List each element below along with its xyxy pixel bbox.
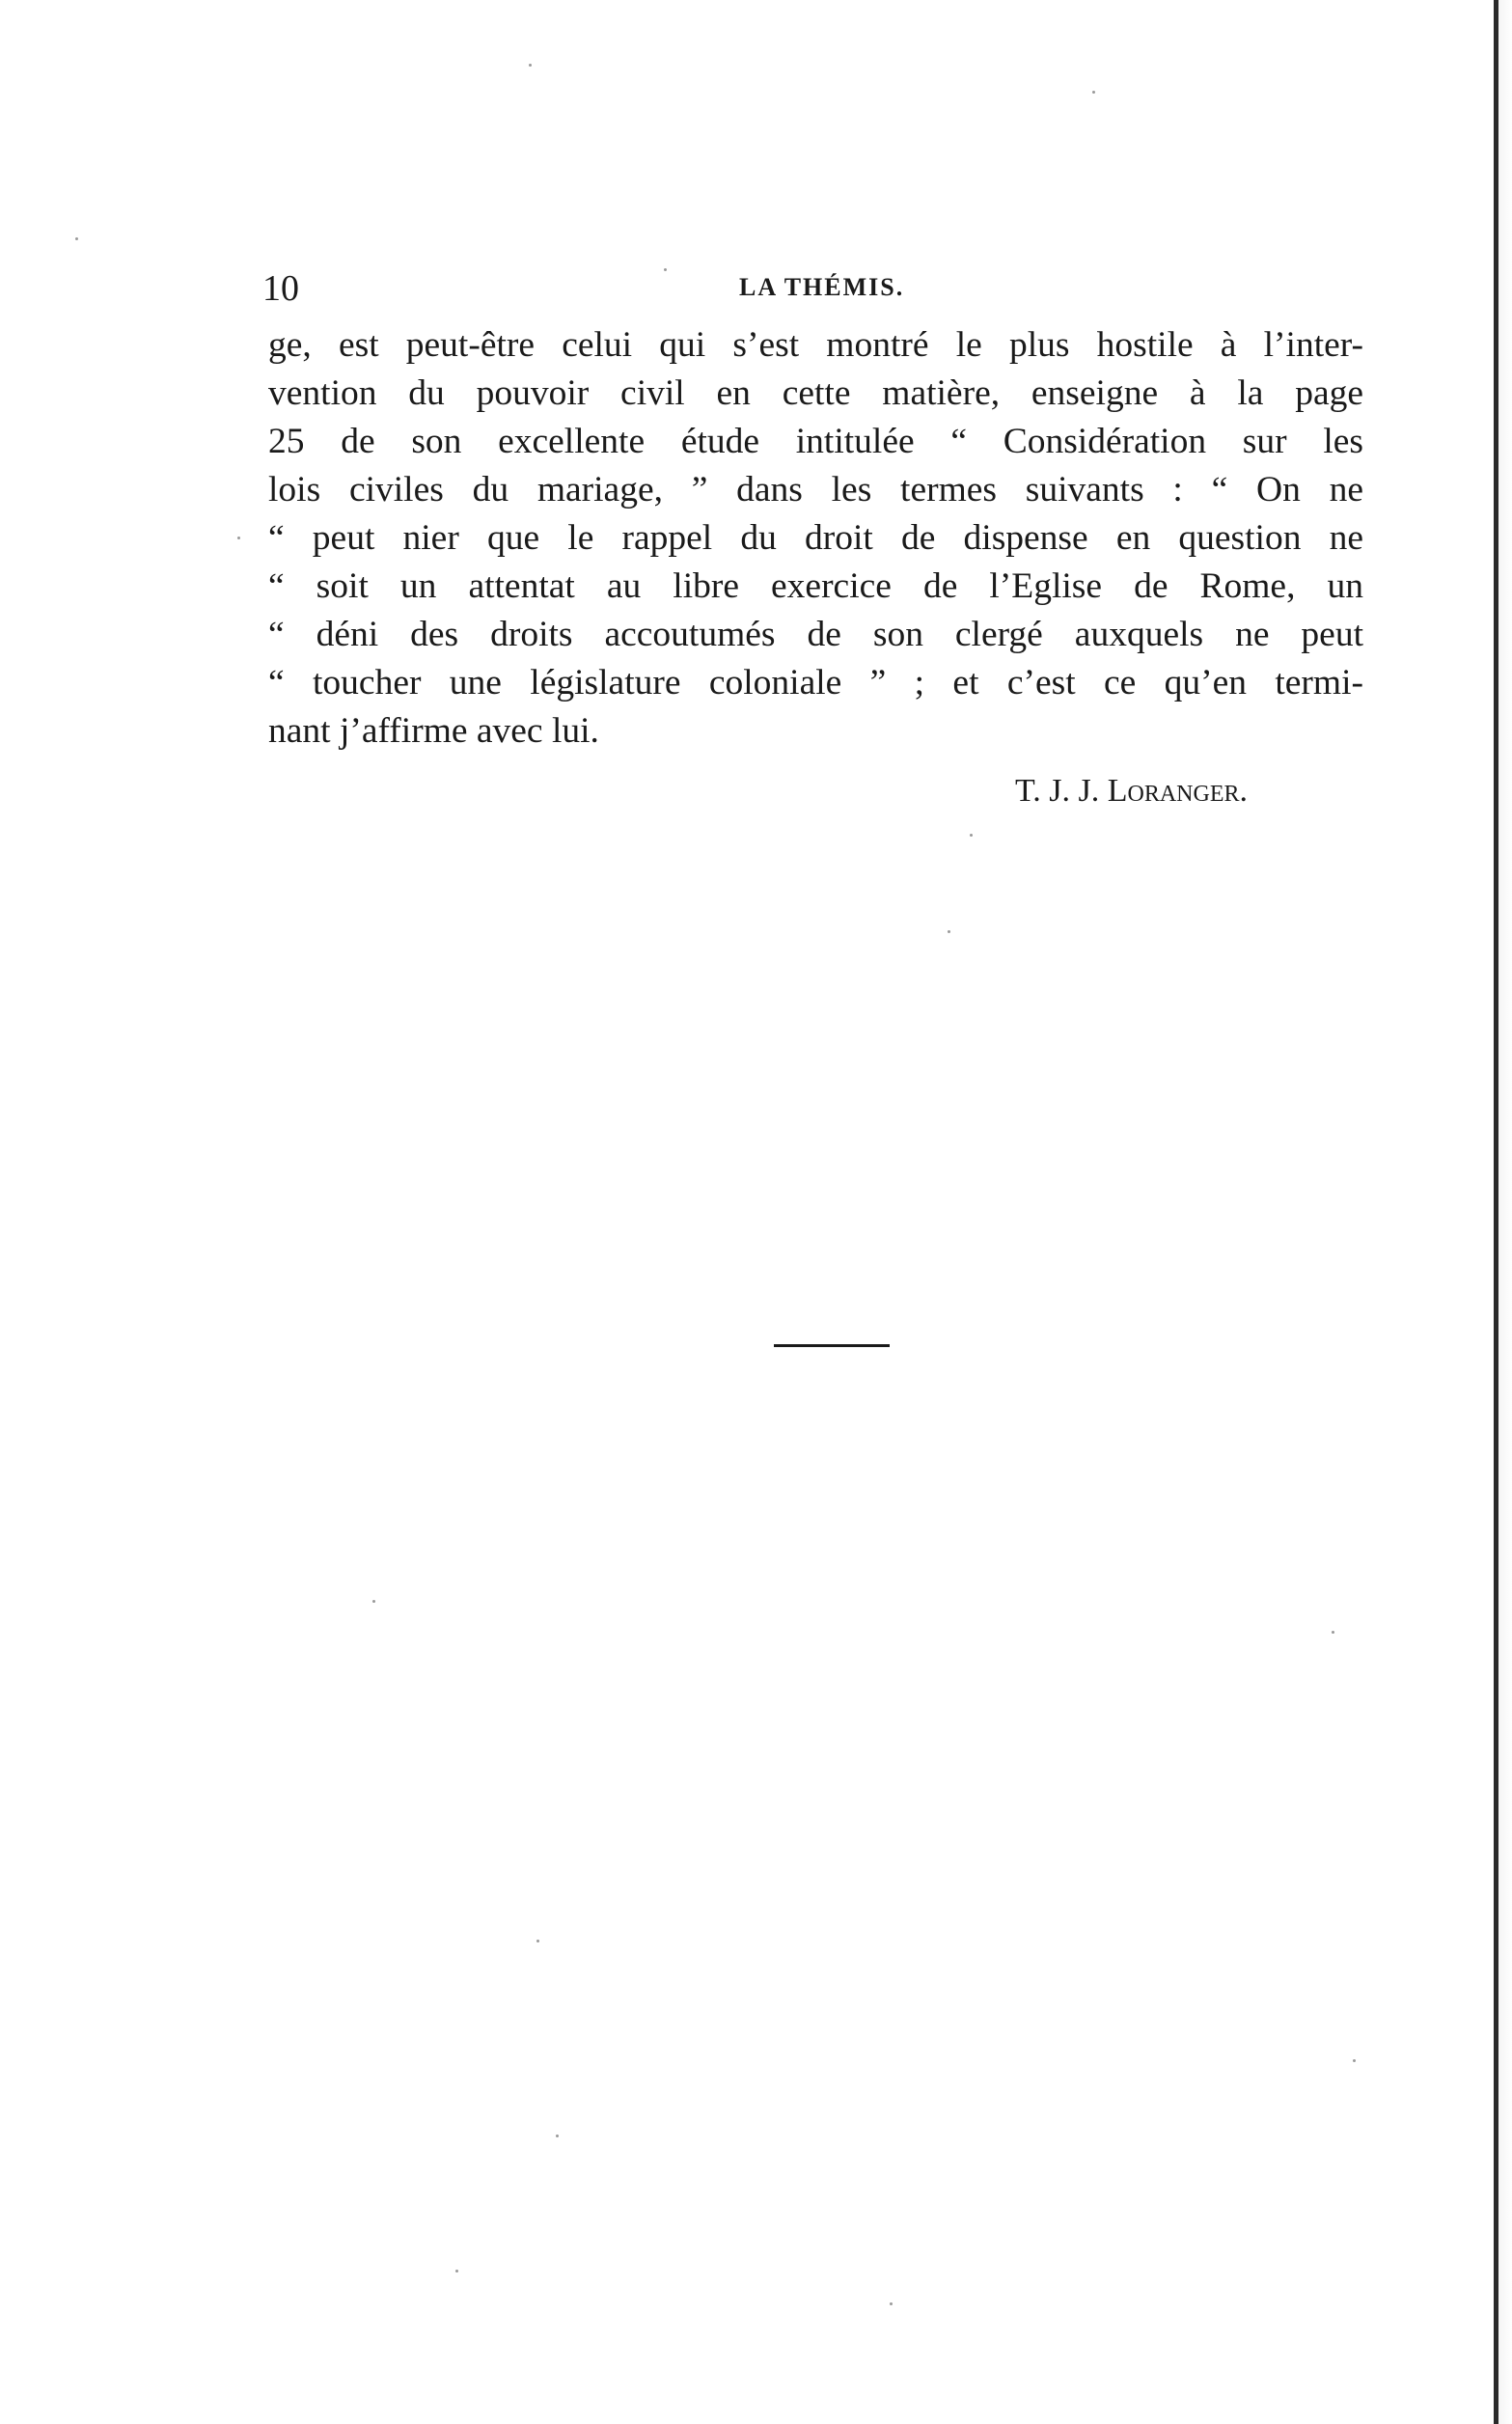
page-number: 10	[262, 268, 299, 309]
scan-speck	[455, 2270, 458, 2272]
running-head-title: LA THÉMIS.	[739, 273, 905, 301]
signature-initials: T. J. J.	[1015, 773, 1100, 809]
scan-speck	[529, 64, 532, 67]
scan-speck	[536, 1940, 539, 1942]
scan-speck	[1092, 91, 1095, 94]
text-line: ge, est peut-être celui qui s’est montré le plus hostile à l’inter-	[268, 325, 1363, 365]
scan-speck	[948, 930, 950, 933]
scan-speck	[75, 237, 78, 240]
running-head	[262, 262, 1372, 311]
signature-surname: Loranger.	[1107, 773, 1248, 809]
scan-speck	[664, 268, 667, 271]
scan-speck	[890, 2302, 893, 2305]
scan-speck	[970, 834, 973, 837]
text-line: lois civiles du mariage, ” dans les termes suivants : “ On ne	[268, 470, 1363, 510]
text-line: “ peut nier que le rappel du droit de dispense en question ne	[268, 518, 1363, 558]
scan-speck	[1353, 2059, 1356, 2062]
scan-edge-margin	[1498, 0, 1512, 2424]
author-signature	[1015, 772, 1248, 812]
section-end-rule	[774, 1344, 890, 1347]
text-line: nant j’affirme avec lui.	[268, 711, 599, 751]
text-line: “ déni des droits accoutumés de son clergé auxquels ne peut	[268, 615, 1363, 654]
text-line: 25 de son excellente étude intitulée “ Considération sur les	[268, 422, 1363, 461]
scan-speck	[1332, 1631, 1334, 1634]
scan-speck	[237, 537, 240, 539]
text-line: vention du pouvoir civil en cette matière, enseigne à la page	[268, 373, 1363, 413]
body-text	[268, 321, 1363, 756]
scan-speck	[372, 1600, 375, 1603]
text-line: “ soit un attentat au libre exercice de l’Eglise de Rome, un	[268, 566, 1363, 606]
text-line: “ toucher une législature coloniale ” ; et c’est ce qu’en termi-	[268, 663, 1363, 702]
scan-speck	[556, 2135, 559, 2137]
